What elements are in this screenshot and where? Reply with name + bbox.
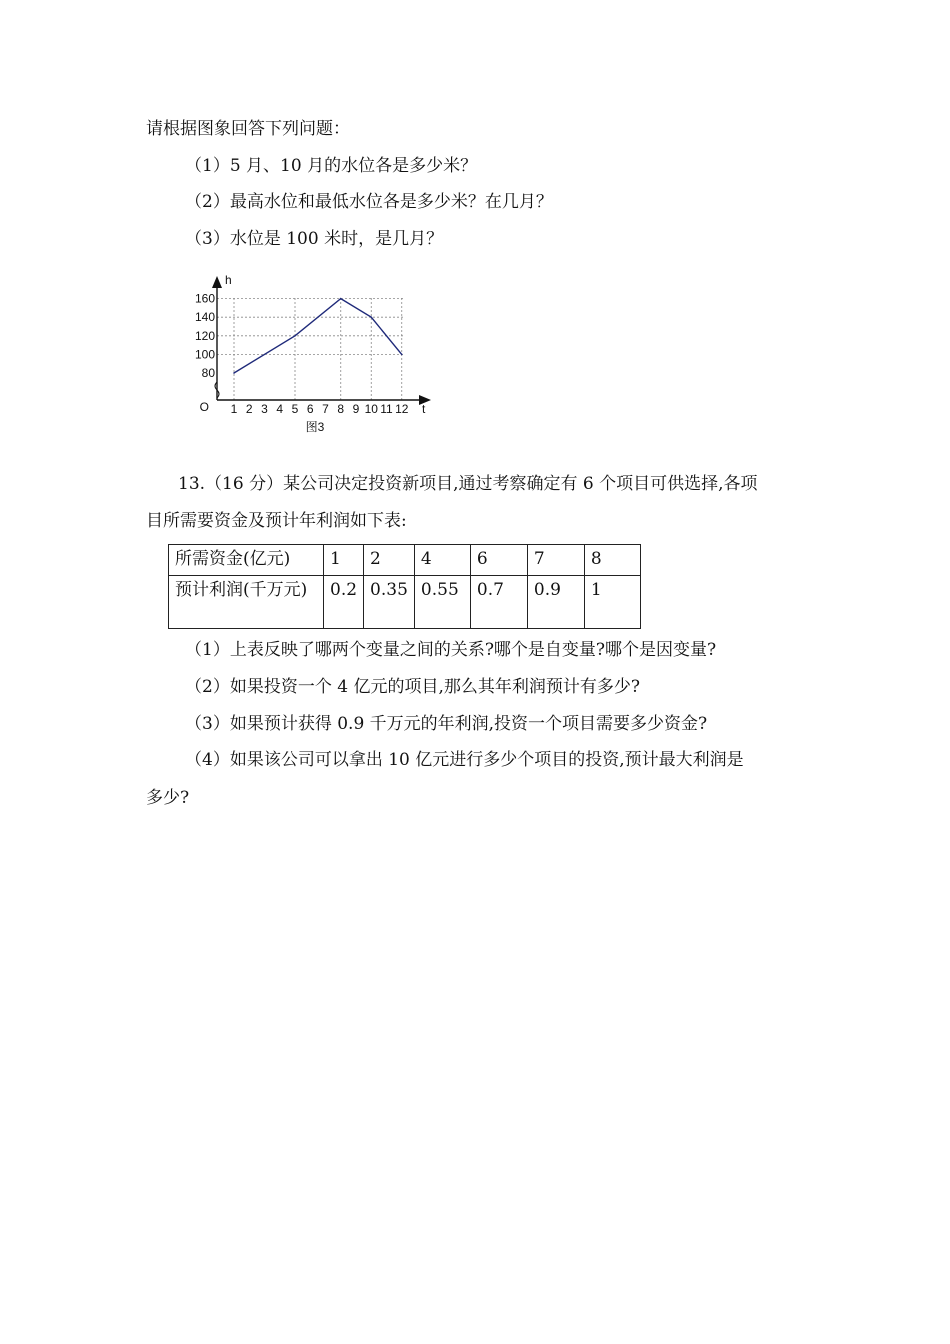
x-tick-label: 8: [337, 402, 345, 416]
table-cell: 4: [414, 545, 470, 576]
x-tick-label: 6: [306, 402, 314, 416]
question-12-2: （2）最高水位和最低水位各是多少米？在几月？: [185, 192, 553, 212]
table-cell: 2: [364, 545, 415, 576]
table-cell: 0.7: [470, 576, 527, 629]
investment-table: [168, 544, 641, 629]
chart-axes: [212, 276, 431, 405]
question-13-4: （4）如果该公司可以拿出 10 亿元进行多少个项目的投资,预计最大利润是: [185, 750, 744, 770]
intro-text: 请根据图象回答下列问题：: [146, 119, 350, 139]
question-12-1: （1）5 月、10 月的水位各是多少米？: [185, 156, 478, 176]
table-cell: 6: [470, 545, 527, 576]
y-tick-label: 140: [194, 310, 215, 325]
table-cell: 1: [324, 545, 364, 576]
question-12-3: （3）水位是 100 米时，是几月？: [185, 229, 444, 249]
y-axis-arrow: [212, 276, 222, 288]
table-row-profit: [169, 576, 641, 629]
question-13-line2: 目所需要资金及预计年利润如下表:: [146, 511, 407, 531]
y-axis-label: h: [225, 273, 232, 287]
x-tick-label: 10: [364, 402, 378, 416]
x-tick-label: 5: [291, 402, 299, 416]
x-tick-label: 12: [395, 402, 409, 416]
question-13-3: （3）如果预计获得 0.9 千万元的年利润,投资一个项目需要多少资金?: [185, 714, 708, 734]
water-level-chart: [185, 270, 445, 440]
table-cell: 0.2: [324, 576, 364, 629]
question-13-4-continued: 多少?: [146, 788, 190, 808]
x-tick-label: 1: [230, 402, 238, 416]
x-tick-label: 11: [380, 402, 393, 416]
table-cell: 0.9: [527, 576, 584, 629]
table-row-capital: [169, 545, 641, 576]
y-tick-label: 120: [194, 328, 215, 343]
y-tick-label: 100: [194, 347, 215, 362]
x-tick-label: 9: [352, 402, 360, 416]
x-tick-label: 2: [245, 402, 253, 416]
question-13-1: （1）上表反映了哪两个变量之间的关系?哪个是自变量?哪个是因变量?: [185, 640, 717, 660]
chart-caption: 图3: [305, 420, 325, 434]
question-13-line1: 13.（16 分）某公司决定投资新项目,通过考察确定有 6 个项目可供选择,各项: [178, 474, 758, 494]
x-tick-label: 3: [261, 402, 268, 416]
table-cell: 7: [527, 545, 584, 576]
x-axis-label: t: [422, 402, 426, 416]
y-tick-label: 80: [201, 366, 215, 380]
origin-label: O: [199, 400, 209, 414]
x-tick-label: 4: [276, 402, 284, 416]
table-header-profit: 预计利润(千万元): [169, 576, 324, 629]
chart-grid: [217, 296, 403, 400]
y-tick-label: 160: [194, 291, 215, 306]
x-tick-label: 7: [322, 402, 329, 416]
table-header-capital: 所需资金(亿元): [169, 545, 324, 576]
table-cell: 0.35: [364, 576, 415, 629]
question-13-2: （2）如果投资一个 4 亿元的项目,那么其年利润预计有多少?: [185, 677, 640, 697]
table-cell: 0.55: [414, 576, 470, 629]
table-cell: 1: [584, 576, 640, 629]
table-cell: 8: [584, 545, 640, 576]
